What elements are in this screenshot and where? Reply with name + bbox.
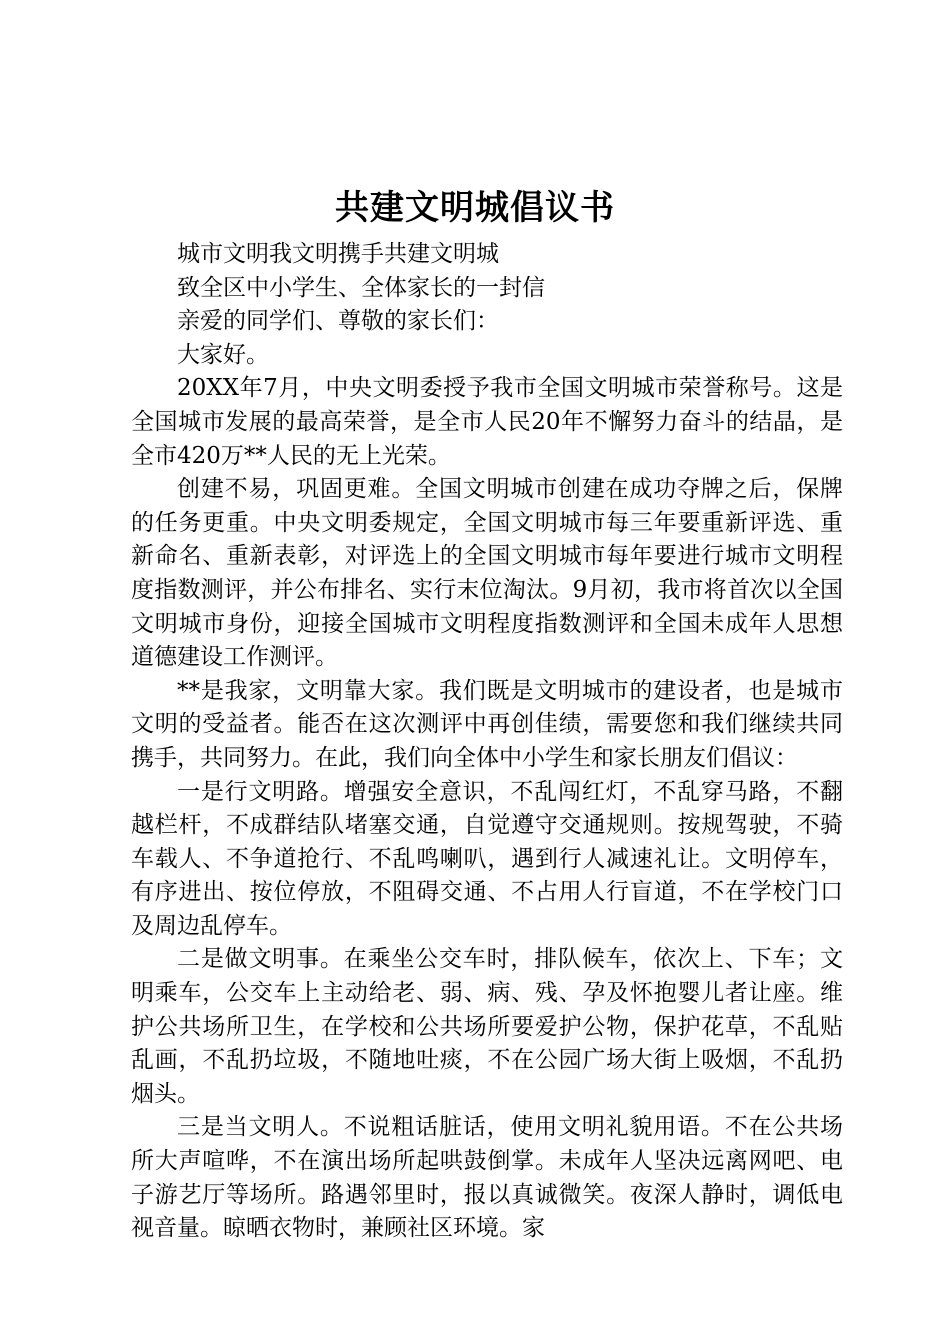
body-paragraph: **是我家，文明靠大家。我们既是文明城市的建设者，也是城市文明的受益者。能否在这次测评中再创佳绩，需要您和我们继续共同携手，共同努力。在此，我们向全体中小学生和家长朋友们倡议： (131, 677, 843, 771)
subtitle-slogan: 城市文明我文明携手共建文明城 (177, 241, 499, 267)
greeting: 大家好。 (177, 341, 269, 368)
document-body (131, 238, 843, 1246)
body-paragraph: 20XX年7月，中央文明委授予我市全国文明城市荣誉称号。这是全国城市发展的最高荣誉，是全市人民20年不懈努力奋斗的结晶，是全市420万**人民的无上光荣。 (131, 375, 843, 469)
subtitle-letter: 致全区中小学生、全体家长的一封信 (177, 274, 545, 301)
body-paragraph: 创建不易，巩固更难。全国文明城市创建在成功夺牌之后，保牌的任务更重。中央文明委规定，全国文明城市每三年要重新评选、重新命名、重新表彰，对评选上的全国文明城市每年要进行城市文明程度指数测评，并公布排名、实行末位淘汰。9月初，我市将首次以全国文明城市身份，迎接全国城市文明程度指数测评和全国未成年人思想道德建设工作测评。 (131, 476, 843, 671)
body-paragraph: 三是当文明人。不说粗话脏话，使用文明礼貌用语。不在公共场所大声喧哗，不在演出场所起哄鼓倒掌。未成年人坚决远离网吧、电子游艺厅等场所。路遇邻里时，报以真诚微笑。夜深人静时，调低电视音量。晾晒衣物时，兼顾社区环境。家 (131, 1114, 843, 1242)
body-paragraph: 二是做文明事。在乘坐公交车时，排队候车，依次上、下车；文明乘车，公交车上主动给老、弱、病、残、孕及怀抱婴儿者让座。维护公共场所卫生，在学校和公共场所要爱护公物，保护花草，不乱贴乱画，不乱扔垃圾，不随地吐痰，不在公园广场大街上吸烟，不乱扔烟头。 (131, 946, 843, 1107)
body-paragraph: 一是行文明路。增强安全意识，不乱闯红灯，不乱穿马路，不翻越栏杆，不成群结队堵塞交通，自觉遵守交通规则。按规驾驶，不骑车载人、不争道抢行、不乱鸣喇叭，遇到行人减速礼让。文明停车，有序进出、按位停放，不阻碍交通、不占用人行盲道，不在学校门口及周边乱停车。 (131, 778, 843, 939)
salutation: 亲爱的同学们、尊敬的家长们： (177, 308, 499, 335)
document-title: 共建文明城倡议书 (335, 188, 615, 228)
